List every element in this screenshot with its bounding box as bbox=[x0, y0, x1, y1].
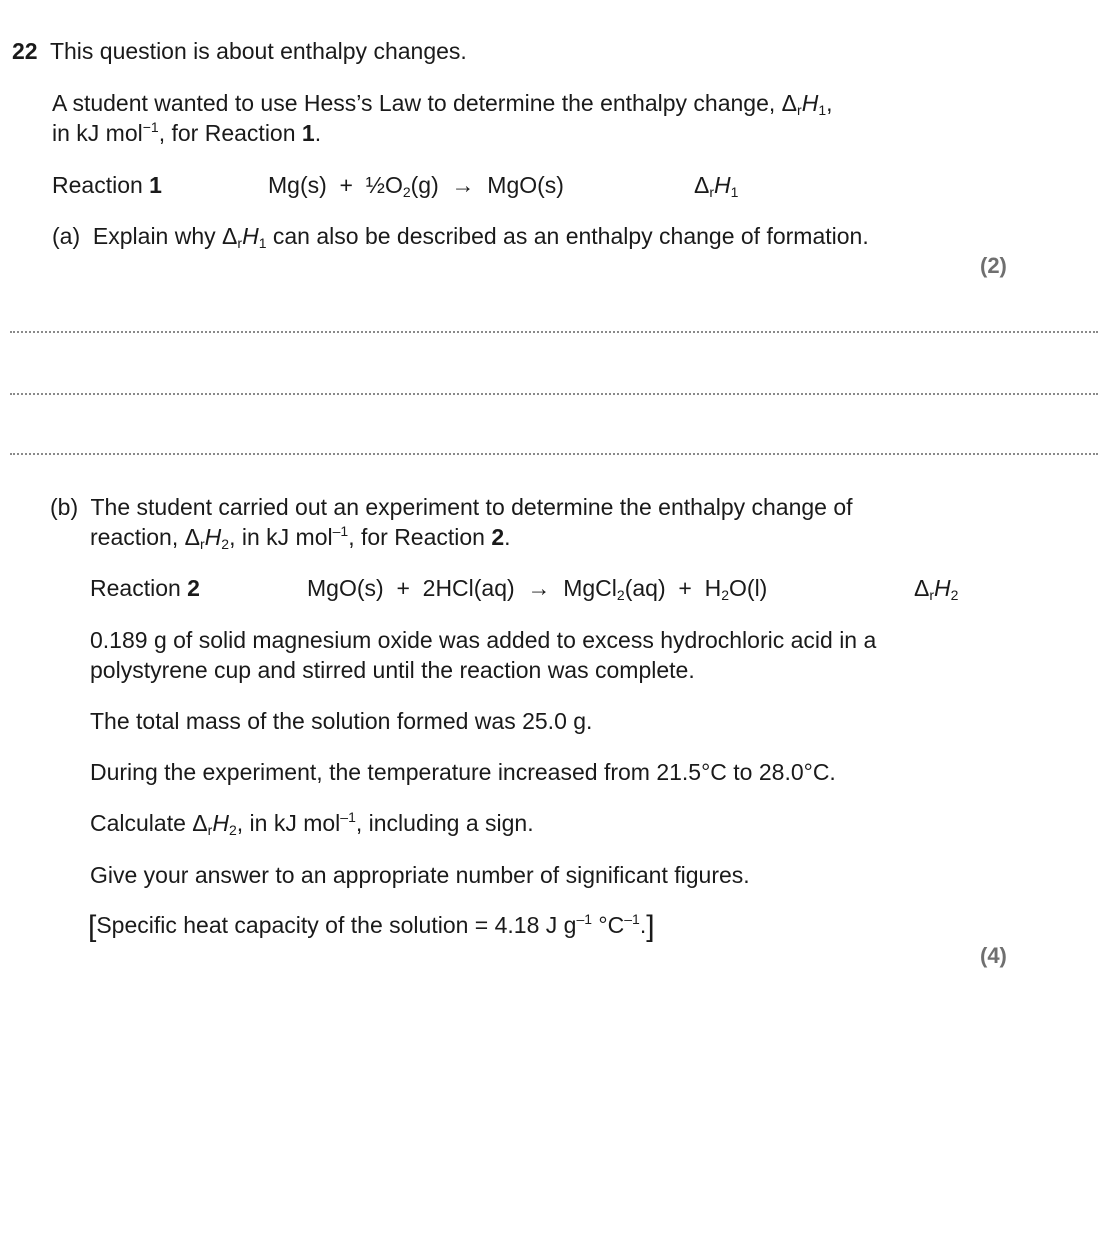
delta-h2-symbol: $\Delta_rH_2$ bbox=[184, 524, 230, 552]
total-mass-text: The total mass of the solution formed was 25.0 g. bbox=[90, 708, 593, 734]
answer-space-b[interactable] bbox=[10, 985, 1098, 1245]
part-a-label: (a) bbox=[52, 223, 81, 249]
reaction-2-equation: MgO(s) + 2HCl(aq) → MgCl$_2$(aq) + $H_2O(l)$ bbox=[307, 575, 768, 603]
sigfig-instruction: Give your answer to an appropriate number of significant figures. bbox=[90, 862, 750, 888]
reaction-1-label: Reaction 1 bbox=[52, 172, 162, 198]
statement-line-2: in kJ mol$^{-1}$, for Reaction 1. bbox=[52, 119, 322, 146]
answer-line-a-3[interactable] bbox=[10, 453, 1098, 455]
question-header bbox=[12, 36, 467, 66]
reaction-1-equation: $Mg(s) + \frac{1}{2}O_2(g) \to MgO(s)$ bbox=[268, 172, 564, 200]
part-b-line-1: (b) The student carried out an experiment to determine the enthalpy change of bbox=[50, 494, 853, 520]
specific-heat-capacity: [Specific heat capacity of the solution = 4.18 J $g^{-1}$ $^\circ C^{-1}$.] bbox=[88, 910, 655, 943]
reaction-2-delta-h: $\Delta_rH_2$ bbox=[914, 575, 959, 603]
reaction-2-label: Reaction 2 bbox=[90, 575, 200, 601]
answer-line-a-1[interactable] bbox=[10, 331, 1098, 333]
question-number: 22 bbox=[12, 38, 38, 64]
part-b-label: (b) bbox=[50, 494, 79, 520]
part-b-line-2: reaction, $\Delta_rH_2$, in kJ mol$^{-1}$, for Reaction 2. bbox=[90, 523, 511, 552]
mass-paragraph-line-2: polystyrene cup and stirred until the reaction was complete. bbox=[90, 657, 695, 683]
delta-h1-symbol: $\Delta_rH_1$ bbox=[222, 223, 267, 251]
answer-line-a-2[interactable] bbox=[10, 393, 1098, 395]
question-intro: This question is about enthalpy changes. bbox=[49, 38, 467, 64]
part-b-marks: (4) bbox=[980, 943, 1007, 968]
part-a-marks: (2) bbox=[980, 253, 1007, 278]
temperature-text: During the experiment, the temperature increased from 21.5°C to 28.0°C. bbox=[90, 759, 836, 785]
calculate-instruction: Calculate $\Delta_rH_2$, in kJ mol$^{-1}$, including a sign. bbox=[90, 809, 534, 838]
mass-paragraph-line-1: 0.189 g of solid magnesium oxide was added to excess hydrochloric acid in a bbox=[90, 627, 877, 653]
reaction-1-delta-h: $\Delta_rH_1$ bbox=[694, 172, 739, 200]
statement-line-1: A student wanted to use Hess’s Law to determine the enthalpy change, $\Delta_rH_1$, bbox=[52, 90, 833, 118]
delta-h2-symbol: $\Delta_rH_2$ bbox=[192, 810, 237, 838]
delta-h1-symbol: $\Delta_rH_1$ bbox=[781, 90, 827, 118]
part-a-question: (a) Explain why $\Delta_rH_1$ can also be described as an enthalpy change of formation. bbox=[52, 223, 869, 251]
